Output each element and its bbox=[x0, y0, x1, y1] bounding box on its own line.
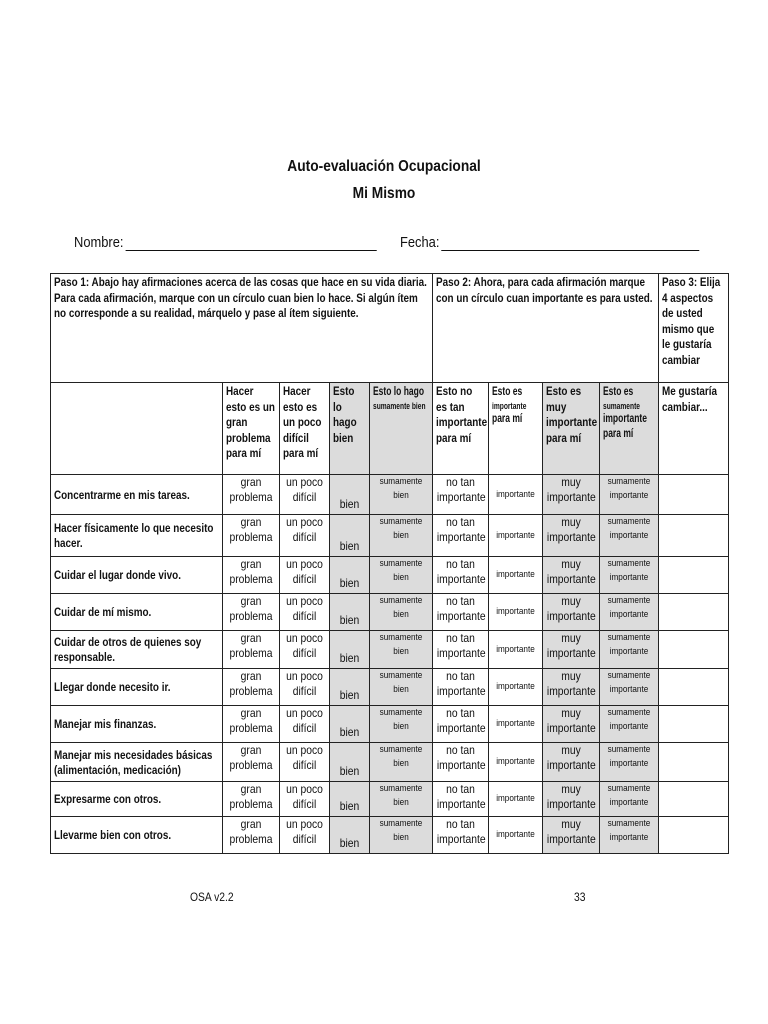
table-row bbox=[51, 817, 729, 854]
option-muy-importante[interactable]: muy importante bbox=[543, 817, 600, 854]
option-gran-problema[interactable]: gran problema bbox=[223, 631, 280, 669]
change-checkbox[interactable] bbox=[659, 475, 729, 515]
item-label: Cuidar el lugar donde vivo. bbox=[51, 557, 223, 594]
option-sumamente-importante[interactable]: sumamente importante bbox=[600, 515, 659, 557]
option-un-poco-dificil[interactable]: un poco difícil bbox=[280, 475, 330, 515]
date-field[interactable] bbox=[400, 234, 699, 251]
option-sumamente-bien[interactable]: sumamente bien bbox=[370, 594, 433, 631]
item-label: Concentrarme en mis tareas. bbox=[51, 475, 223, 515]
step2-cell: Paso 2: Ahora, para cada afirmación marque con un círculo cuan importante es para usted. bbox=[433, 274, 659, 383]
steps-row bbox=[51, 274, 729, 383]
option-no-tan-importante[interactable]: no tan importante bbox=[433, 515, 489, 557]
header-empty bbox=[51, 383, 223, 475]
header-sumamente-importante: Esto es sumamente importante para mí bbox=[600, 383, 659, 475]
assessment-table bbox=[50, 273, 729, 854]
option-gran-problema[interactable]: gran problema bbox=[223, 557, 280, 594]
option-bien[interactable]: bien bbox=[330, 782, 370, 817]
option-no-tan-importante[interactable]: no tan importante bbox=[433, 706, 489, 743]
name-line[interactable] bbox=[125, 236, 376, 251]
option-sumamente-bien[interactable]: sumamente bien bbox=[370, 557, 433, 594]
header-sumamente-bien: Esto lo hago sumamente bien bbox=[370, 383, 433, 475]
option-importante[interactable]: importante bbox=[489, 817, 543, 854]
option-muy-importante[interactable]: muy importante bbox=[543, 557, 600, 594]
date-line[interactable] bbox=[441, 236, 699, 251]
footer-version: OSA v2.2 bbox=[190, 890, 234, 904]
change-checkbox[interactable] bbox=[659, 706, 729, 743]
option-muy-importante[interactable]: muy importante bbox=[543, 594, 600, 631]
option-un-poco-dificil[interactable]: un poco difícil bbox=[280, 594, 330, 631]
change-checkbox[interactable] bbox=[659, 631, 729, 669]
header-me-gustaria-cambiar: Me gustaría cambiar... bbox=[659, 383, 729, 475]
option-gran-problema[interactable]: gran problema bbox=[223, 475, 280, 515]
option-sumamente-bien[interactable]: sumamente bien bbox=[370, 515, 433, 557]
step3-cell: Paso 3: Elija 4 aspectos de usted mismo que le gustaría cambiar bbox=[659, 274, 729, 383]
option-no-tan-importante[interactable]: no tan importante bbox=[433, 557, 489, 594]
option-importante[interactable]: importante bbox=[489, 669, 543, 706]
option-importante[interactable]: importante bbox=[489, 706, 543, 743]
option-sumamente-bien[interactable]: sumamente bien bbox=[370, 475, 433, 515]
option-muy-importante[interactable]: muy importante bbox=[543, 669, 600, 706]
change-checkbox[interactable] bbox=[659, 817, 729, 854]
table-row bbox=[51, 631, 729, 669]
change-checkbox[interactable] bbox=[659, 782, 729, 817]
option-bien[interactable]: bien bbox=[330, 817, 370, 854]
item-label: Cuidar de mí mismo. bbox=[51, 594, 223, 631]
option-un-poco-dificil[interactable]: un poco difícil bbox=[280, 669, 330, 706]
item-label: Llevarme bien con otros. bbox=[51, 817, 223, 854]
option-importante[interactable]: importante bbox=[489, 557, 543, 594]
option-importante[interactable]: importante bbox=[489, 743, 543, 782]
item-label: Expresarme con otros. bbox=[51, 782, 223, 817]
header-muy-importante: Esto es muy importante para mí bbox=[543, 383, 600, 475]
option-importante[interactable]: importante bbox=[489, 631, 543, 669]
option-sumamente-bien[interactable]: sumamente bien bbox=[370, 631, 433, 669]
item-label: Hacer físicamente lo que necesito hacer. bbox=[51, 515, 223, 557]
option-importante[interactable]: importante bbox=[489, 594, 543, 631]
table-row bbox=[51, 475, 729, 515]
option-un-poco-dificil[interactable]: un poco difícil bbox=[280, 817, 330, 854]
option-sumamente-bien[interactable]: sumamente bien bbox=[370, 817, 433, 854]
option-un-poco-dificil[interactable]: un poco difícil bbox=[280, 515, 330, 557]
change-checkbox[interactable] bbox=[659, 669, 729, 706]
option-bien[interactable]: bien bbox=[330, 475, 370, 515]
option-muy-importante[interactable]: muy importante bbox=[543, 706, 600, 743]
option-un-poco-dificil[interactable]: un poco difícil bbox=[280, 557, 330, 594]
option-gran-problema[interactable]: gran problema bbox=[223, 669, 280, 706]
option-muy-importante[interactable]: muy importante bbox=[543, 515, 600, 557]
header-un-poco-dificil: Hacer esto es un poco difícil para mí bbox=[280, 383, 330, 475]
change-checkbox[interactable] bbox=[659, 557, 729, 594]
item-label: Cuidar de otros de quienes soy responsable. bbox=[51, 631, 223, 669]
option-no-tan-importante[interactable]: no tan importante bbox=[433, 631, 489, 669]
change-checkbox[interactable] bbox=[659, 594, 729, 631]
option-importante[interactable]: importante bbox=[489, 475, 543, 515]
option-sumamente-importante[interactable]: sumamente importante bbox=[600, 631, 659, 669]
option-no-tan-importante[interactable]: no tan importante bbox=[433, 782, 489, 817]
option-sumamente-importante[interactable]: sumamente importante bbox=[600, 782, 659, 817]
page-subtitle: Mi Mismo bbox=[352, 185, 416, 202]
header-bien: Esto lo hago bien bbox=[330, 383, 370, 475]
option-sumamente-importante[interactable]: sumamente importante bbox=[600, 594, 659, 631]
option-gran-problema[interactable]: gran problema bbox=[223, 817, 280, 854]
option-gran-problema[interactable]: gran problema bbox=[223, 594, 280, 631]
option-gran-problema[interactable]: gran problema bbox=[223, 515, 280, 557]
option-no-tan-importante[interactable]: no tan importante bbox=[433, 475, 489, 515]
table-row bbox=[51, 557, 729, 594]
option-un-poco-dificil[interactable]: un poco difícil bbox=[280, 706, 330, 743]
option-sumamente-importante[interactable]: sumamente importante bbox=[600, 817, 659, 854]
option-bien[interactable]: bien bbox=[330, 669, 370, 706]
page-title: Auto-evaluación Ocupacional bbox=[287, 158, 481, 175]
table-row bbox=[51, 706, 729, 743]
table-row bbox=[51, 743, 729, 782]
item-label: Llegar donde necesito ir. bbox=[51, 669, 223, 706]
table-row bbox=[51, 515, 729, 557]
option-muy-importante[interactable]: muy importante bbox=[543, 475, 600, 515]
option-bien[interactable]: bien bbox=[330, 515, 370, 557]
option-no-tan-importante[interactable]: no tan importante bbox=[433, 743, 489, 782]
header-importante: Esto es importante para mí bbox=[489, 383, 543, 475]
option-bien[interactable]: bien bbox=[330, 743, 370, 782]
option-muy-importante[interactable]: muy importante bbox=[543, 743, 600, 782]
item-label: Manejar mis finanzas. bbox=[51, 706, 223, 743]
option-sumamente-importante[interactable]: sumamente importante bbox=[600, 475, 659, 515]
change-checkbox[interactable] bbox=[659, 743, 729, 782]
option-sumamente-bien[interactable]: sumamente bien bbox=[370, 782, 433, 817]
option-gran-problema[interactable]: gran problema bbox=[223, 743, 280, 782]
option-gran-problema[interactable]: gran problema bbox=[223, 706, 280, 743]
option-un-poco-dificil[interactable]: un poco difícil bbox=[280, 631, 330, 669]
option-sumamente-importante[interactable]: sumamente importante bbox=[600, 557, 659, 594]
option-sumamente-importante[interactable]: sumamente importante bbox=[600, 706, 659, 743]
table-row bbox=[51, 669, 729, 706]
item-label: Manejar mis necesidades básicas (alimentación, medicación) bbox=[51, 743, 223, 782]
option-muy-importante[interactable]: muy importante bbox=[543, 631, 600, 669]
table-row bbox=[51, 782, 729, 817]
option-bien[interactable]: bien bbox=[330, 706, 370, 743]
option-sumamente-bien[interactable]: sumamente bien bbox=[370, 743, 433, 782]
option-importante[interactable]: importante bbox=[489, 782, 543, 817]
option-sumamente-bien[interactable]: sumamente bien bbox=[370, 669, 433, 706]
change-checkbox[interactable] bbox=[659, 515, 729, 557]
option-sumamente-importante[interactable]: sumamente importante bbox=[600, 669, 659, 706]
page-number: 33 bbox=[574, 890, 586, 904]
column-header-row bbox=[51, 383, 729, 475]
option-importante[interactable]: importante bbox=[489, 515, 543, 557]
option-no-tan-importante[interactable]: no tan importante bbox=[433, 594, 489, 631]
option-un-poco-dificil[interactable]: un poco difícil bbox=[280, 743, 330, 782]
step1-cell: Paso 1: Abajo hay afirmaciones acerca de las cosas que hace en su vida diaria. Para cada afirmación, marque con un círculo cuan bien lo hace. Si algún ítem no corresponde a su realidad, márquelo y pase al ítem siguiente. bbox=[51, 274, 433, 383]
option-sumamente-importante[interactable]: sumamente importante bbox=[600, 743, 659, 782]
table-row bbox=[51, 594, 729, 631]
option-gran-problema[interactable]: gran problema bbox=[223, 782, 280, 817]
option-bien[interactable]: bien bbox=[330, 594, 370, 631]
option-bien[interactable]: bien bbox=[330, 557, 370, 594]
option-bien[interactable]: bien bbox=[330, 631, 370, 669]
option-un-poco-dificil[interactable]: un poco difícil bbox=[280, 782, 330, 817]
option-no-tan-importante[interactable]: no tan importante bbox=[433, 817, 489, 854]
name-label: Nombre: bbox=[74, 234, 124, 251]
name-field[interactable] bbox=[74, 234, 376, 251]
option-sumamente-bien[interactable]: sumamente bien bbox=[370, 706, 433, 743]
option-muy-importante[interactable]: muy importante bbox=[543, 782, 600, 817]
header-gran-problema: Hacer esto es un gran problema para mí bbox=[223, 383, 280, 475]
date-label: Fecha: bbox=[400, 234, 440, 251]
option-no-tan-importante[interactable]: no tan importante bbox=[433, 669, 489, 706]
header-no-tan-importante: Esto no es tan importante para mí bbox=[433, 383, 489, 475]
